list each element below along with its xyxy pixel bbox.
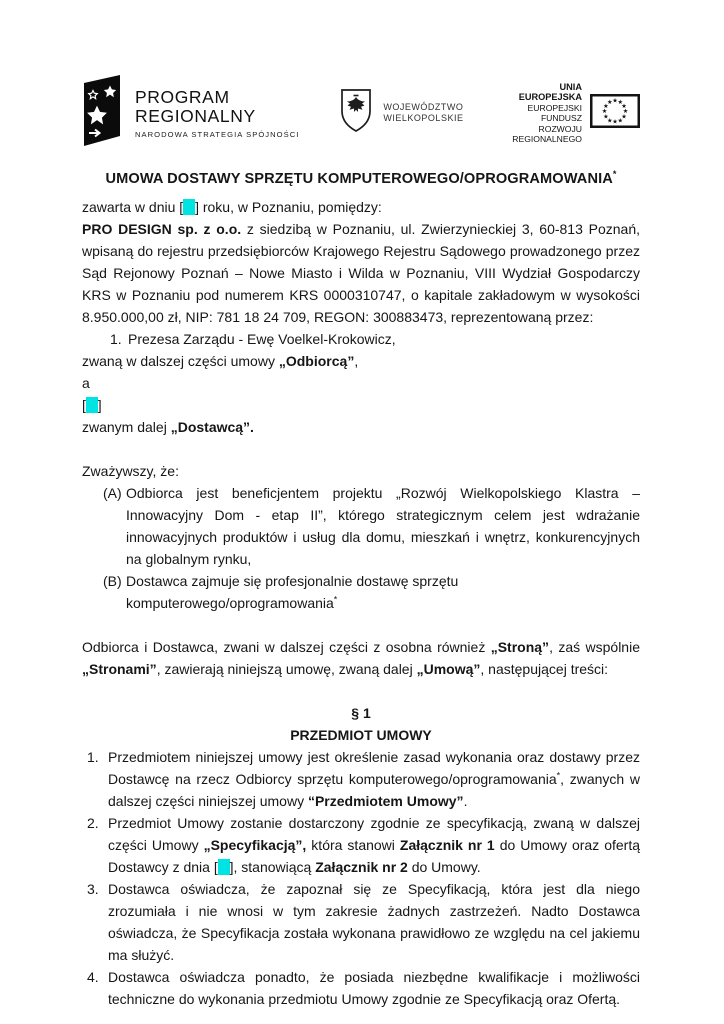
wielkopolska-crest-icon [339, 88, 373, 139]
eu-line3: ROZWOJU REGIONALNEGO [512, 123, 582, 144]
list-item: 4. Dostawca oświadcza ponadto, że posiada niezbędne kwalifikacje i możliwości techniczne do wykonania przedmiotu Umowy zgodnie ze Specyfikacją oraz Ofertą. [82, 966, 640, 1010]
list-item: 2. Przedmiot Umowy zostanie dostarczony zgodnie ze specyfikacją, zwaną w dalszej części Umowy „Specyfikacją”, która stanowi Załącznik nr 1 do Umowy oraz ofertą Dostawcy z dnia [ ], stanowiącą Załącznik nr 2 do Umowy. [82, 812, 640, 878]
paragraph: Zważywszy, że: [82, 463, 179, 479]
list-item: 3. Dostawca oświadcza, że zapoznał się ze Specyfikacją, która jest dla niego zrozumiała i nie wnosi w tym zakresie żadnych zastrzeżeń. Nadto Dostawca oświadcza, że Specyfikacja została wykonana prawidłowo ze względu na cel jakiemu ma służyć. [82, 878, 640, 966]
document-title [82, 171, 640, 187]
logo-wojewodztwo-wielkopolskie [339, 88, 463, 139]
nss-line1: PROGRAM [135, 86, 230, 107]
woj-line1: WOJEWÓDZTWO [383, 101, 464, 112]
paragraph: zwanym dalej „Dostawcą”. [82, 419, 254, 435]
footnote-asterisk: * [333, 594, 338, 605]
woj-line2: WIELKOPOLSKIE [383, 113, 464, 123]
svg-text:★: ★ [612, 118, 618, 126]
footnote-asterisk: * [556, 770, 561, 781]
list-marker: 1. [87, 749, 99, 765]
paragraph: zwaną w dalszej części umowy „Odbiorcą”, [82, 353, 359, 369]
list-marker: (A) [103, 485, 122, 501]
svg-text:★: ★ [603, 112, 609, 120]
paragraph: a [82, 375, 90, 391]
eu-flag-icon [590, 94, 640, 133]
list-marker: (B) [103, 573, 122, 589]
list-marker: 2. [87, 815, 99, 831]
svg-text:★: ★ [617, 98, 624, 106]
list-marker: 4. [87, 969, 99, 985]
spacer [82, 614, 640, 636]
svg-text:★: ★ [621, 112, 627, 120]
paragraph: PRO DESIGN sp. z o.o. z siedzibą w Poznaniu, ul. Zwierzynieckiej 3, 60-813 Poznań, wpisaną do rejestru przedsiębiorców Krajowego Rejestru Sądowego prowadzonego przez Sąd Rejonowy Poznań – Nowe Miasto i Wilda w Poznaniu, VIII Wydział Gospodarczy KRS w Poznaniu pod numerem KRS 0000310747, o kapitale zakładowym w wysokości 8.950.000,00 zł, NIP: 781 18 24 709, REGON: 300883473, reprezentowaną przez: [82, 221, 640, 325]
logo-unia-europejska [507, 82, 640, 145]
svg-text:★: ★ [606, 116, 613, 124]
section-heading: § 1 [351, 705, 371, 721]
spacer [82, 680, 640, 702]
nss-line2: REGIONALNY [135, 105, 256, 126]
eu-line2: EUROPEJSKI FUNDUSZ [527, 102, 582, 123]
spacer [82, 438, 640, 460]
paragraph: zawarta w dniu [ ] roku, w Poznaniu, pomiędzy: [82, 199, 382, 215]
nss-line3: NARODOWA STRATEGIA SPÓJNOŚCI [135, 129, 300, 139]
svg-text:★: ★ [621, 102, 627, 110]
nss-logo-text [135, 88, 299, 139]
list-item: 1. Prezesa Zarządu - Ewę Voelkel-Krokowicz, [82, 328, 640, 350]
list-marker: 3. [87, 881, 99, 897]
wojewodztwo-logo-text [383, 102, 463, 125]
nss-flag-icon [82, 75, 122, 152]
svg-text:★: ★ [601, 107, 608, 115]
svg-text:★: ★ [612, 97, 618, 105]
svg-text:★: ★ [606, 98, 613, 106]
svg-text:★: ★ [603, 102, 609, 110]
highlight-placeholder [86, 397, 98, 413]
logo-header [82, 0, 640, 148]
section-heading: PRZEDMIOT UMOWY [290, 727, 432, 743]
title-footnote-asterisk: * [612, 169, 617, 180]
svg-text:★: ★ [622, 107, 629, 115]
list-item: 1. Przedmiotem niniejszej umowy jest określenie zasad wykonania oraz dostawy przez Dostawcę na rzecz Odbiorcy sprzętu komputerowego/oprogramowania*, zwanych w dalszej części niniejszej umowy “Przedmiotem Umowy”. [82, 746, 640, 812]
document-title-text: UMOWA DOSTAWY SPRZĘTU KOMPUTEROWEGO/OPROGRAMOWANIA [105, 171, 613, 187]
document-body [82, 196, 640, 1010]
highlight-placeholder [218, 859, 230, 875]
list-marker: 1. [110, 331, 122, 347]
logo-program-regionalny [82, 75, 299, 152]
svg-text:★: ★ [617, 116, 624, 124]
eu-logo-text [507, 82, 582, 145]
paragraph: [ ] [82, 397, 102, 413]
list-item: (A) Odbiorca jest beneficjentem projektu „Rozwój Wielkopolskiego Klastra – Innowacyjny Dom - etap II”, którego strategicznym celem jest wdrażanie innowacyjnych produktów i usług dla domu, mieszkań i wnętrz, konkurencyjnych na globalnym rynku, [82, 482, 640, 570]
paragraph: Odbiorca i Dostawca, zwani w dalszej części z osobna również „Stroną”, zaś wspólnie „Stronami”, zawierają niniejszą umowę, zwaną dalej „Umową”, następującej treści: [82, 639, 640, 677]
highlight-placeholder [183, 199, 195, 215]
list-item: (B) Dostawca zajmuje się profesjonalnie dostawę sprzętu komputerowego/oprogramowania* [82, 570, 640, 614]
eu-line1: UNIA EUROPEJSKA [518, 81, 582, 102]
